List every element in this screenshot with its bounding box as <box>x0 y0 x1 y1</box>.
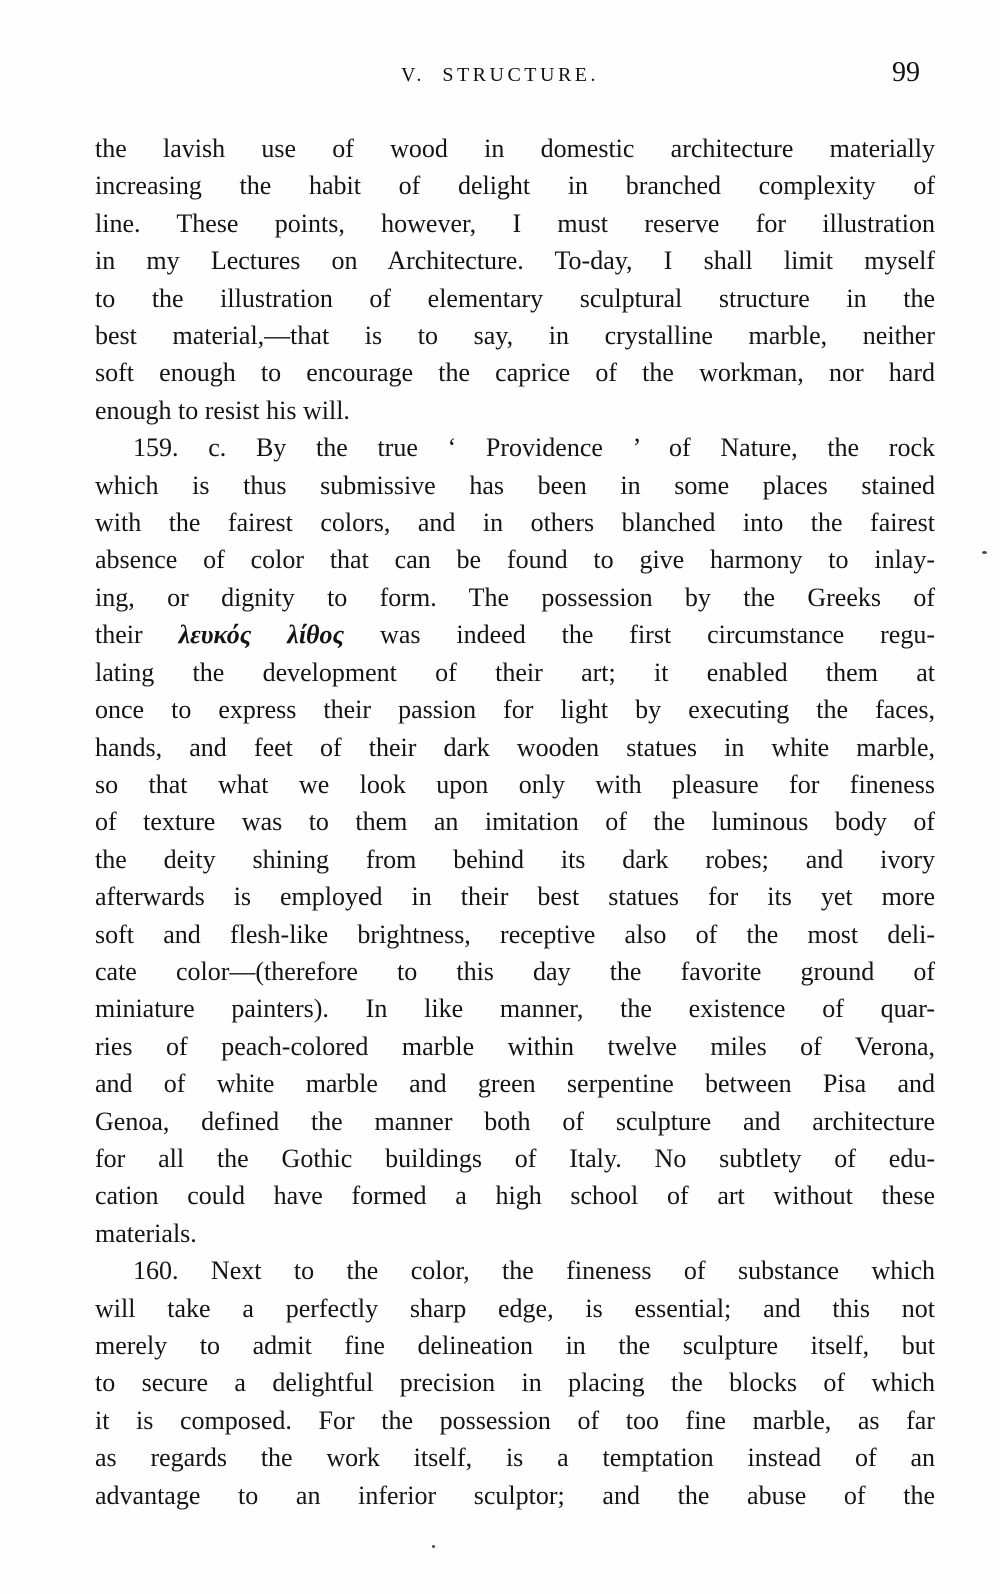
paragraph-159 <box>95 429 935 1252</box>
text-line: advantage to an inferior sculptor; and the abuse of the <box>95 1480 935 1510</box>
text-line: to secure a delightful precision in placing the blocks of which <box>95 1368 935 1398</box>
text-line: to the illustration of elementary sculptural structure in the <box>95 283 935 313</box>
text-segment: their <box>95 620 179 650</box>
paragraph-continuation <box>95 130 935 429</box>
text-line: in my Lectures on Architecture. To-day, I shall limit myself <box>95 246 935 276</box>
text-line: the deity shining from behind its dark robes; and ivory <box>95 844 935 874</box>
text-line: once to express their passion for light by executing the faces, <box>95 695 935 725</box>
text-line: cate color—(therefore to this day the favorite ground of <box>95 956 935 986</box>
page-number: 99 <box>892 57 920 88</box>
running-header <box>0 0 1000 110</box>
text-line: cation could have formed a high school of art without these <box>95 1181 935 1211</box>
section-title: V. STRUCTURE. <box>400 64 600 86</box>
text-line: materials. <box>95 1218 197 1248</box>
text-line: miniature painters). In like manner, the existence of quar- <box>95 994 935 1024</box>
text-line: of texture was to them an imitation of the luminous body of <box>95 807 935 837</box>
text-line: with the fairest colors, and in others blanched into the fairest <box>95 508 935 538</box>
text-line: hands, and feet of their dark wooden statues in white marble, <box>95 732 935 762</box>
scan-artifact-mark <box>982 551 987 554</box>
text-line: and of white marble and green serpentine between Pisa and <box>95 1069 935 1099</box>
text-line: as regards the work itself, is a temptation instead of an <box>95 1443 935 1473</box>
text-line: lating the development of their art; it enabled them at <box>95 657 935 687</box>
text-line: will take a perfectly sharp edge, is essential; and this not <box>95 1293 935 1323</box>
body-text <box>95 130 935 1514</box>
paragraph-160 <box>95 1252 935 1514</box>
text-segment: was indeed the first circumstance regu- <box>344 620 935 650</box>
text-line: the lavish use of wood in domestic architecture materially <box>95 134 935 163</box>
text-line: 160. Next to the color, the fineness of substance which <box>133 1256 935 1286</box>
text-line: which is thus submissive has been in some places stained <box>95 470 935 500</box>
text-line: merely to admit fine delineation in the sculpture itself, but <box>95 1331 935 1360</box>
text-line: afterwards is employed in their best statues for its yet more <box>95 882 935 912</box>
text-line: for all the Gothic buildings of Italy. No subtlety of edu- <box>95 1143 935 1173</box>
scan-artifact-dot <box>432 1545 435 1548</box>
text-line: ing, or dignity to form. The possession by the Greeks of <box>95 582 935 612</box>
text-line: ries of peach-colored marble within twelve miles of Verona, <box>95 1031 935 1061</box>
text-line: soft and flesh-like brightness, receptive also of the most deli- <box>95 919 935 949</box>
text-line: 159. c. By the true ‘ Providence ’ of Nature, the rock <box>133 433 935 463</box>
text-line: enough to resist his will. <box>95 395 350 425</box>
text-line: best material,—that is to say, in crystalline marble, neither <box>95 321 935 351</box>
text-line: so that what we look upon only with pleasure for fineness <box>95 769 935 799</box>
greek-phrase: λευκός λίθος <box>178 620 345 650</box>
text-line: increasing the habit of delight in branched complexity of <box>95 171 935 201</box>
text-line: line. These points, however, I must reserve for illustration <box>95 208 935 238</box>
text-line: absence of color that can be found to give harmony to inlay- <box>95 545 935 575</box>
text-line: soft enough to encourage the caprice of the workman, nor hard <box>95 358 935 388</box>
text-line: Genoa, defined the manner both of sculpture and architecture <box>95 1106 935 1136</box>
text-line: it is composed. For the possession of too fine marble, as far <box>95 1405 935 1435</box>
text-line-greek <box>95 616 935 653</box>
